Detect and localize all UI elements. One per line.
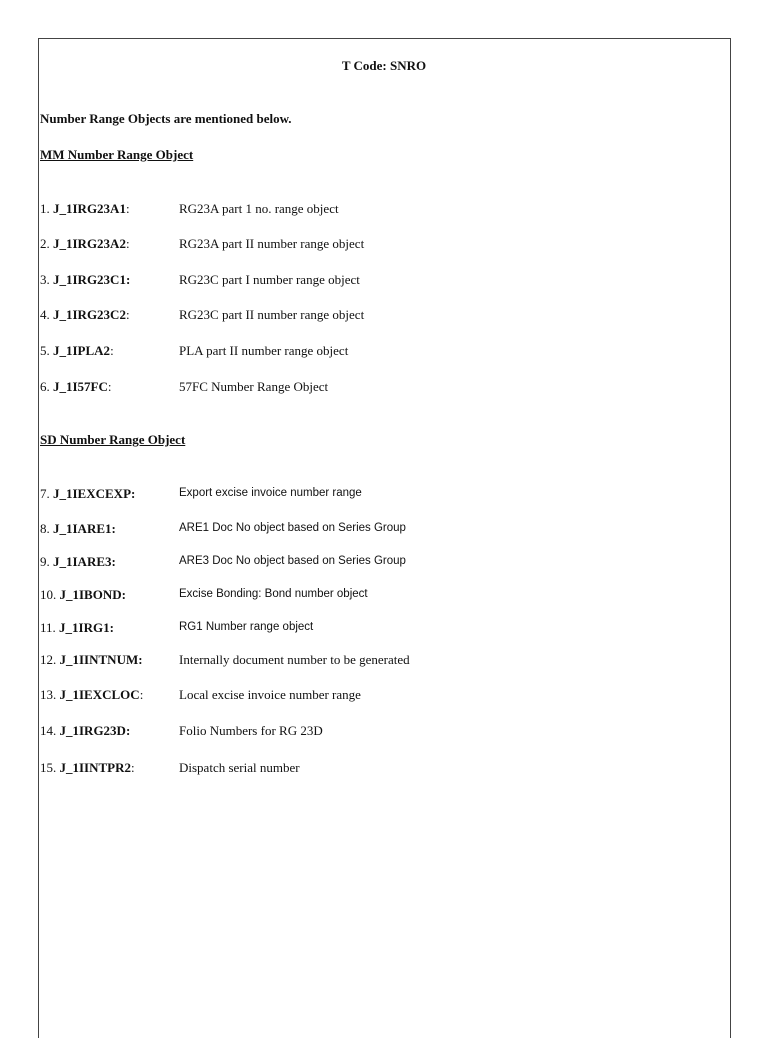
item-code: J_1IBOND:: [59, 587, 126, 602]
item-number: 1.: [40, 201, 50, 216]
item-separator: :: [139, 687, 144, 702]
list-item-5: [40, 343, 114, 359]
item-code: J_1IRG23D:: [59, 723, 131, 738]
item-code: J_1IARE1:: [53, 521, 116, 536]
list-item-2: [40, 236, 130, 252]
list-item-1: [40, 201, 130, 217]
item-code: J_1IPLA2: [53, 343, 111, 358]
item-description: RG23C part II number range object: [179, 307, 365, 322]
item-description: PLA part II number range object: [179, 343, 349, 358]
item-description: Internally document number to be generated: [179, 652, 410, 667]
document-page: [38, 38, 731, 1038]
list-item-10: [40, 587, 126, 603]
item-code: J_1IINTPR2: [59, 760, 132, 775]
item-separator: :: [131, 760, 135, 775]
item-description: Folio Numbers for RG 23D: [179, 723, 323, 738]
item-code: J_1IEXCEXP:: [53, 486, 136, 501]
item-number: 6.: [40, 379, 50, 394]
intro-text: Number Range Objects are mentioned below.: [40, 111, 292, 126]
list-item-3: [40, 272, 130, 288]
list-item-12: [40, 652, 143, 668]
item-separator: :: [125, 307, 130, 322]
list-item-11: [40, 620, 114, 636]
list-item-9: [40, 554, 116, 570]
item-number: 3.: [40, 272, 50, 287]
section-heading-mm: MM Number Range Object: [40, 147, 194, 162]
item-description: ARE1 Doc No object based on Series Group: [179, 522, 406, 534]
list-item-6: [40, 379, 112, 395]
item-description: 57FC Number Range Object: [179, 379, 329, 394]
item-number: 9.: [40, 554, 50, 569]
section-heading-sd: SD Number Range Object: [40, 432, 186, 447]
item-number: 2.: [40, 236, 50, 251]
item-separator: :: [125, 201, 130, 216]
item-code: J_1IRG23A2: [53, 236, 126, 251]
item-code: J_1IINTNUM:: [59, 652, 143, 667]
item-number: 5.: [40, 343, 50, 358]
item-separator: :: [107, 379, 112, 394]
list-item-8: [40, 521, 116, 537]
list-item-4: [40, 307, 130, 323]
item-description: Export excise invoice number range: [179, 487, 362, 499]
item-number: 4.: [40, 307, 50, 322]
item-number: 7.: [40, 486, 50, 501]
item-code: J_1I57FC: [53, 379, 108, 394]
item-number: 14.: [40, 723, 57, 738]
item-number: 11.: [40, 620, 56, 635]
list-item-13: [40, 687, 143, 703]
item-code: J_1IEXCLOC: [59, 687, 140, 702]
list-item-14: [40, 723, 130, 739]
item-description: RG23C part I number range object: [179, 272, 360, 287]
item-code: J_1IARE3:: [53, 554, 116, 569]
item-separator: :: [110, 343, 114, 358]
item-description: Local excise invoice number range: [179, 687, 361, 702]
item-description: RG23A part 1 no. range object: [179, 201, 339, 216]
item-number: 10.: [40, 587, 57, 602]
item-number: 12.: [40, 652, 57, 667]
list-item-15: [40, 760, 135, 776]
item-description: RG1 Number range object: [179, 621, 314, 633]
item-number: 13.: [40, 687, 57, 702]
item-description: ARE3 Doc No object based on Series Group: [179, 555, 406, 567]
item-code: J_1IRG23C1:: [53, 272, 131, 287]
item-description: RG23A part II number range object: [179, 236, 365, 251]
item-code: J_1IRG23C2: [53, 307, 126, 322]
page-title: T Code: SNRO: [341, 58, 427, 73]
item-number: 15.: [40, 760, 57, 775]
item-number: 8.: [40, 521, 50, 536]
item-description: Excise Bonding: Bond number object: [179, 588, 368, 600]
item-code: J_1IRG23A1: [53, 201, 126, 216]
item-description: Dispatch serial number: [179, 760, 300, 775]
item-code: J_1IRG1:: [59, 620, 114, 635]
item-separator: :: [125, 236, 130, 251]
list-item-7: [40, 486, 135, 502]
